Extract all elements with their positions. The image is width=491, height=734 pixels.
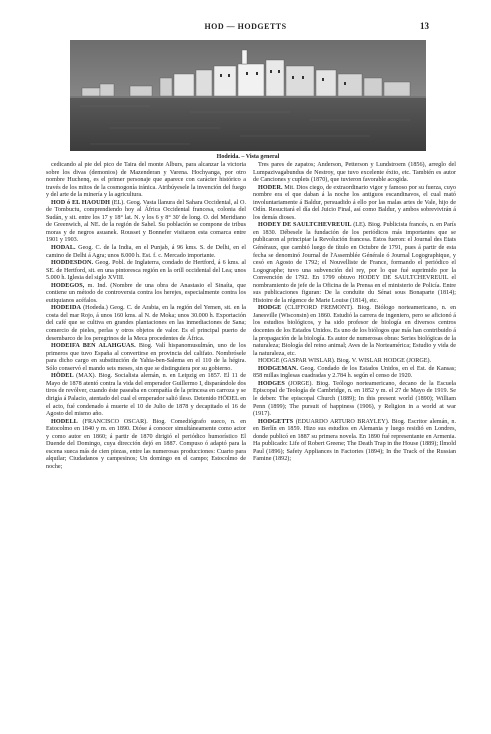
- running-head: HOD — HODGETTS: [204, 22, 287, 31]
- entry-headword: HOD ó EL HAOUDH: [51, 199, 111, 206]
- photo-caption: Hodeida. – Vista general: [216, 154, 280, 160]
- dictionary-entry: [46, 245, 246, 260]
- dictionary-entry: [253, 222, 456, 305]
- dictionary-entry: [253, 358, 456, 366]
- dictionary-entry: [253, 162, 456, 185]
- entry-body: Geog. Condado de los Estados Unidos, en el Est. de Kansas; 858 millas inglesas cuadradas y 2.784 h. según el censo de 1920.: [253, 365, 456, 380]
- entry-headword: HODEY DE SAULTCHEVREUIL: [258, 222, 352, 229]
- entry-body: Geog. C. de la India, en el Punjab, á 96 kms. S. de Delhi, en el camino de Delhi á Agra; unos 8.000 h. Est. f. c. Mercado importante.: [46, 245, 246, 259]
- page-number: 13: [420, 21, 429, 31]
- dictionary-entry: [46, 260, 246, 283]
- entry-headword: HODEIDA: [51, 305, 82, 312]
- entry-headword: HODGE: [258, 305, 282, 312]
- entry-headword: HODDESDON.: [51, 260, 94, 267]
- dictionary-entry: [46, 283, 246, 306]
- entry-body: (EDUARDO ARTURO BRAYLEY). Biog. Escritor alemán, n. en Berlín en 1859. Hizo sus estudios en Alemania y luego residió en Londres, donde publicó en 1887 su primera novela. En 1890 fué representante en Armenia. Ha publicado: Life of Robert Greene; The Death Trap in the House (1889); Ilmold Paul (1896); Safety Appliances in Factories (1894); In the Track of the Russian Famine (1892);: [253, 418, 456, 463]
- right-column: [253, 162, 456, 464]
- entry-body: cedicando al pie del pico de Taira del monte Alburs, para alcanzar la victoria sobre los divas (demonios) de Mazenderan y Varena. Hochyanga, por otro nombre Huchenq, es el primer personaje que aparece con carácter histórico a través de los mitos de la cosmogonía iránica. Atribúyesele la invención del fuego y del arte de la minería y la agricultura.: [46, 162, 246, 199]
- entry-body: Tres pares de zapatos; Anderson, Petterson y Lundstroem (1856), arreglo del Lumpazivagabundus de Nestroy, que tuvo excelente éxito, etc. También es autor de Canciones y cuplets (1870), que tuvieron favorable acogida.: [253, 162, 456, 184]
- entry-headword: HODER.: [258, 184, 283, 191]
- entry-body: (EL). Geog. Vasta llanura del Sahara Occidental, al O. de Tombuctu, comprendiendo hoy al África Occidental francesa, colonia del Sudán, y sit. entre los 17 y 18° lat. N. y los 6 y 8° 30' de long. O. del Meridiano de Greenwich, al NE. de la región de Sahel. Su población se compone de tribus moras y de negros asuanek. Rousset y Bonnefer visitaron esta comarca entre 1901 y 1903.: [46, 199, 246, 244]
- entry-body: Geog. Pobl. de Inglaterra, condado de Hertford, á 6 kms. al SE. de Hertford, sit. en una pintoresca región en la orill occidental del Lea; unos 5.000 h. Iglesia del siglo XVIII.: [46, 260, 246, 282]
- entry-headword: HODGETTS: [258, 418, 294, 425]
- harbor-city-photo: [70, 40, 426, 151]
- entry-body: m. Ind. (Nombre de una obra de Anastasio el Sinaíta, que contiene un método de controversia contra los herejes, especialmente contra los eutiquianos acéfalos.: [46, 282, 246, 304]
- dictionary-entry: [46, 419, 246, 472]
- entry-headword: HODGEMAN.: [258, 365, 298, 372]
- entry-headword: HODEIFA BEN ALAHGUAS.: [51, 343, 136, 350]
- dictionary-entry: [253, 185, 456, 223]
- dictionary-entry: [46, 305, 246, 343]
- dictionary-entry: [253, 305, 456, 358]
- dictionary-entry: [253, 419, 456, 464]
- entry-body: HODGE (GASPAR WISLAR). Biog. V. WISLAR HODGE (JORGE).: [258, 358, 432, 365]
- left-column: [46, 162, 246, 471]
- dictionary-entry: [253, 366, 456, 381]
- dictionary-entry: [46, 373, 246, 418]
- entry-body: (MAX). Biog. Socialista alemán, n. en Leipzig en 1857. El 11 de Mayo de 1878 atentó contra la vida del emperador Guillermo I, disparándole dos tiros de revólver, cuando éste paseaba en compañía de la princesa en carroza y se dirigía á Palacio, atentado del cual el emperador salió ileso. Detenido HÖDEL en el acto, fué condenado á muerte el 10 de Julio de 1878 y decapitado el 16 de Agosto del mismo año.: [46, 373, 246, 418]
- hodeida-photo: [70, 40, 426, 151]
- entry-headword: HODEGOS,: [51, 282, 85, 289]
- entry-body: (Hodeda.) Geog. C. de Arabia, en la región del Yemen, sit. en la costa del mar Rojo, á unos 160 kms. al N. de Moka; unos 30.000 h. Exportación del café que se cultiva en grandes plantaciones en las inmediaciones de Sana; comercio de pieles, perlas y otros objetos de valor. Es el principal puerto de desembarco de los peregrinos de la Meca procedentes de África.: [46, 305, 246, 342]
- entry-body: Mit. Dios ciego, de extraordinario vigor y famoso por su fuerza, cuyo nombre era el que daban á la noche los antiguos escandinavos, el cual mató involuntariamente á Baldur, persuadido á ello por las malas artes de Vale, hijo de Odín. Resucitará el día del Juicio Final, así como Baldur, y ambos sobrevivirán á los demás dioses.: [253, 184, 456, 221]
- dictionary-entry: [46, 343, 246, 373]
- entry-body: (FRANCISCO OSCAR). Biog. Comediógrafo sueco, n. en Estocolmo en 1840 y m. en 1890. Dióse á conocer simultáneamente como actor y como autor en 1860; á partir de 1870 dirigió el periódico humorístico El Duende del Domingo, cuya dirección dejó en 1887. Compuso ó adaptó para la escena sueca más de cien piezas, entre las numerosas producciones: Cuarto para alquilar; Ciudadanos y campesinos; Un domingo en el campo; Estocolmo de noche;: [46, 418, 246, 470]
- entry-body: (LE). Biog. Publicista francés, n. en París en 1830. Débesele la fundación de los periódicos más importantes que se publicaron al principiar la Revolución francesa. Estos fueron: el Journal des Etats Généraux, que cambió luego de título en Octubre de 1791, pues á partir de esta fecha se denominó Journal de l'Assemblée Générale ó Journal Logographique, y cesó en Agosto de 1792; el Nouvelliste de France, formando el periódico el Logographe; tuvo una subvención del rey, por lo que fué suprimido por la Convención de 1792. En 1799 obtuvo HODEY DE SAULTCHEVREUIL el nombramiento de jefe de la Oficina de la Prensa en el ministerio de Policía. Entre sus publicaciones figuran: De la conduite du Sénat sous Bonaparte (1814); Histoire de la régence de Marie Louise (1814), etc.: [253, 222, 457, 304]
- entry-body: Biog. Valí hispanomusulmán, uno de los primeros que tuvo España al convertirse en provincia del califato. Nombrósele para dicho cargo en substitución de Yahia-ben-Salema en el 110 de la hégira. Sólo conservó el mando seis meses, sin que se distinguiera por su gobierno.: [46, 343, 246, 372]
- entry-headword: HODAL.: [51, 245, 76, 252]
- entry-headword: HODELL: [51, 418, 78, 425]
- entry-body: (CLIFFORD FREMONT). Biog. Biólogo norteamericano, n. en Janesville (Wisconsin) en 1860. Estudió la carrera de ingeniero, pero se aficionó á los estudios biológicos, y ha sido profesor de biología en diversos centros docentes de los Estados Unidos. Es uno de los biólogos que más han contribuido á la propagación de la biología. Es autor de numerosas obras: Series biológicas de la naturaleza; Biología del reino animal; Aves de la Norteamérica; Estudio y vida de la naturaleza, etc.: [253, 305, 456, 357]
- entry-headword: HÖDEL: [51, 373, 74, 380]
- dictionary-entry: [46, 162, 246, 200]
- entry-headword: HODGES: [258, 380, 285, 387]
- entry-body: (JORGE). Biog. Teólogo norteamericano, decano de la Escuela Episcopal de Teología de Cambridge, n. en 1852 y m. el 27 de Mayo de 1919. Se le deben: The episcopal Church (1889); In this present world (1890); William Penn (1899); The pursuit of happiness (1906), y Religion in a world at war (1917).: [253, 380, 456, 418]
- dictionary-entry: [46, 200, 246, 245]
- dictionary-entry: [253, 381, 456, 419]
